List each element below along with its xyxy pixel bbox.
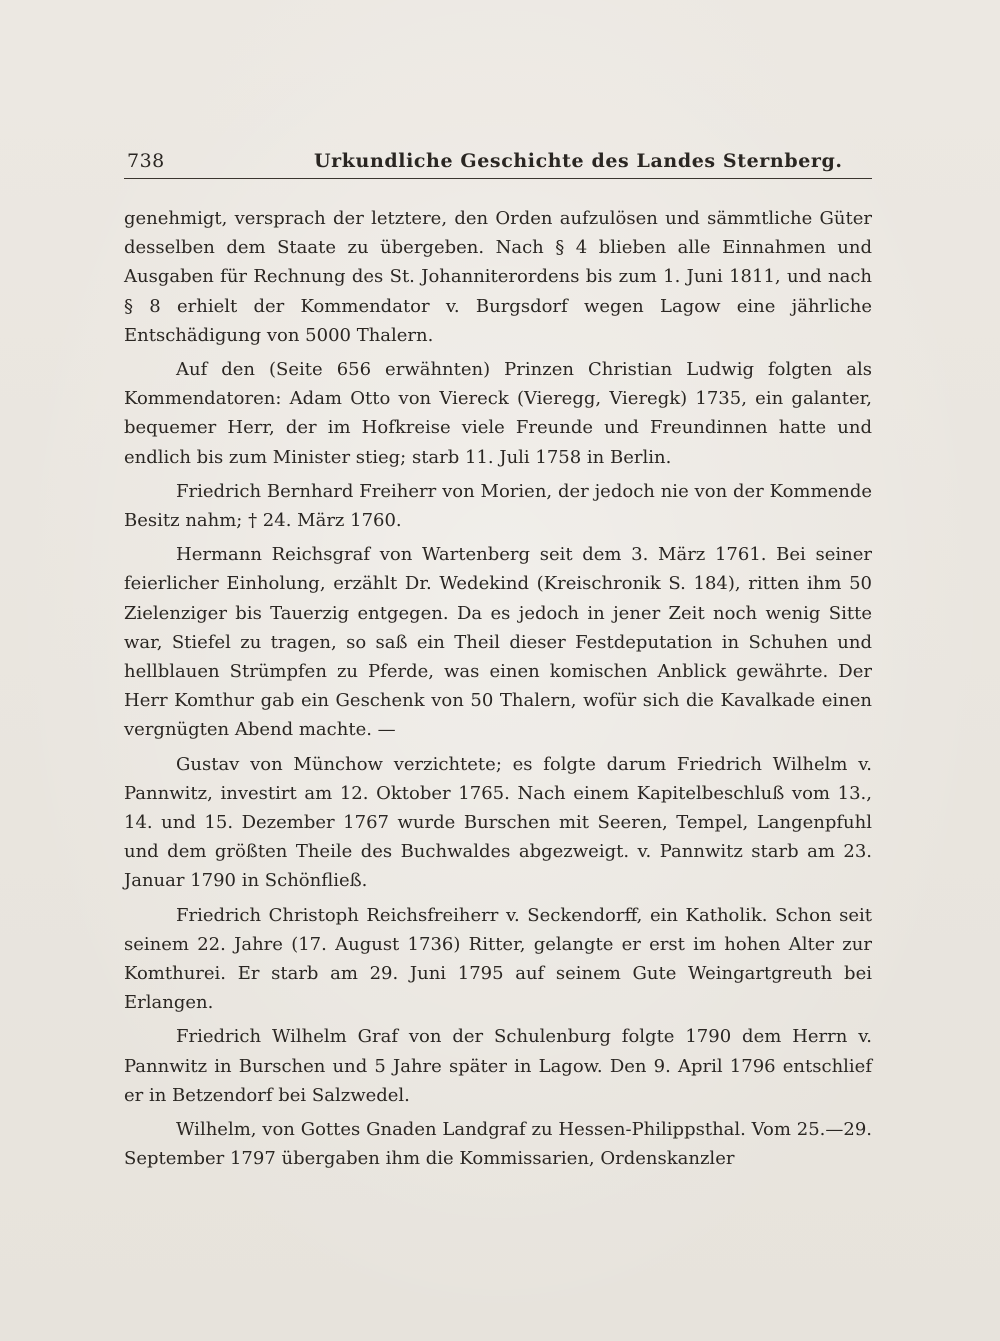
paragraph-hessen-philippsthal: Wilhelm, von Gottes Gnaden Landgraf zu Hessen-Philippsthal. Vom 25.—29. September 1797 übergaben ihm die Kommissarien, Ordenskanzler <box>124 1119 872 1170</box>
paragraph-seckendorff: Friedrich Christoph Reichsfreiherr v. Seckendorff, ein Katholik. Schon seit seinem 22. Jahre (17. August 1736) Ritter, gelangte er erst im hohen Alter zur Komthurei. Er starb am 29. Juni 1795 auf seinem Gute Weingartgreuth bei Erlangen. <box>124 904 872 1014</box>
paragraph-pannwitz: Gustav von Münchow verzichtete; es folgte darum Friedrich Wilhelm v. Pannwitz, investirt am 12. Oktober 1765. Nach einem Kapitelbeschluß vom 13., 14. und 15. Dezember 1767 wurde Burschen mit Seeren, Tempel, Langenpfuhl und dem größten Theile des Buchwaldes abgezweigt. v. Pannwitz starb am 23. Januar 1790 in Schönfließ. <box>124 753 872 892</box>
paragraph-schulenburg: Friedrich Wilhelm Graf von der Schulenburg folgte 1790 dem Herrn v. Pannwitz in Burschen und 5 Jahre später in Lagow. Den 9. April 1796 entschlief er in Betzendorf bei Salzwedel. <box>124 1026 872 1106</box>
paragraph-morien: Friedrich Bernhard Freiherr von Morien, der jedoch nie von der Kommende Besitz nahm; † 24. März 1760. <box>124 480 872 532</box>
page-header <box>124 150 872 179</box>
running-title: Urkundliche Geschichte des Landes Sternberg. <box>314 150 843 172</box>
paragraph-wartenberg: Hermann Reichsgraf von Wartenberg seit dem 3. März 1761. Bei seiner feierlicher Einholung, erzählt Dr. Wedekind (Kreischronik S. 184), ritten ihm 50 Zielenziger bis Tauerzig entgegen. Da es jedoch in jener Zeit noch wenig Sitte war, Stiefel zu tragen, so saß ein Theil dieser Festdeputation in Schuhen und hellblauen Strümpfen zu Pferde, was einen komischen Anblick gewährte. Der Herr Komthur gab ein Geschenk von 50 Thalern, wofür sich die Kavalkade einen vergnügten Abend machte. — <box>124 544 872 741</box>
paragraph-continuation: genehmigt, versprach der letztere, den Orden aufzulösen und sämmtliche Güter desselben dem Staate zu übergeben. Nach § 4 blieben alle Einnahmen und Ausgaben für Rechnung des St. Johanniterordens bis zum 1. Juni 1811, und nach § 8 erhielt der Kommendator v. Burgsdorf wegen Lagow eine jährliche Entschädigung von 5000 Thalern. <box>124 208 872 346</box>
paragraph-viereck: Auf den (Seite 656 erwähnten) Prinzen Christian Ludwig folgten als Kommendatoren: Adam Otto von Viereck (Vieregg, Vieregk) 1735, ein galanter, bequemer Herr, der im Hofkreise viele Freunde und Freundinnen hatte und endlich bis zum Minister stieg; starb 11. Juli 1758 in Berlin. <box>124 359 872 468</box>
page-number: 738 <box>127 150 165 172</box>
body-text <box>124 204 872 1174</box>
